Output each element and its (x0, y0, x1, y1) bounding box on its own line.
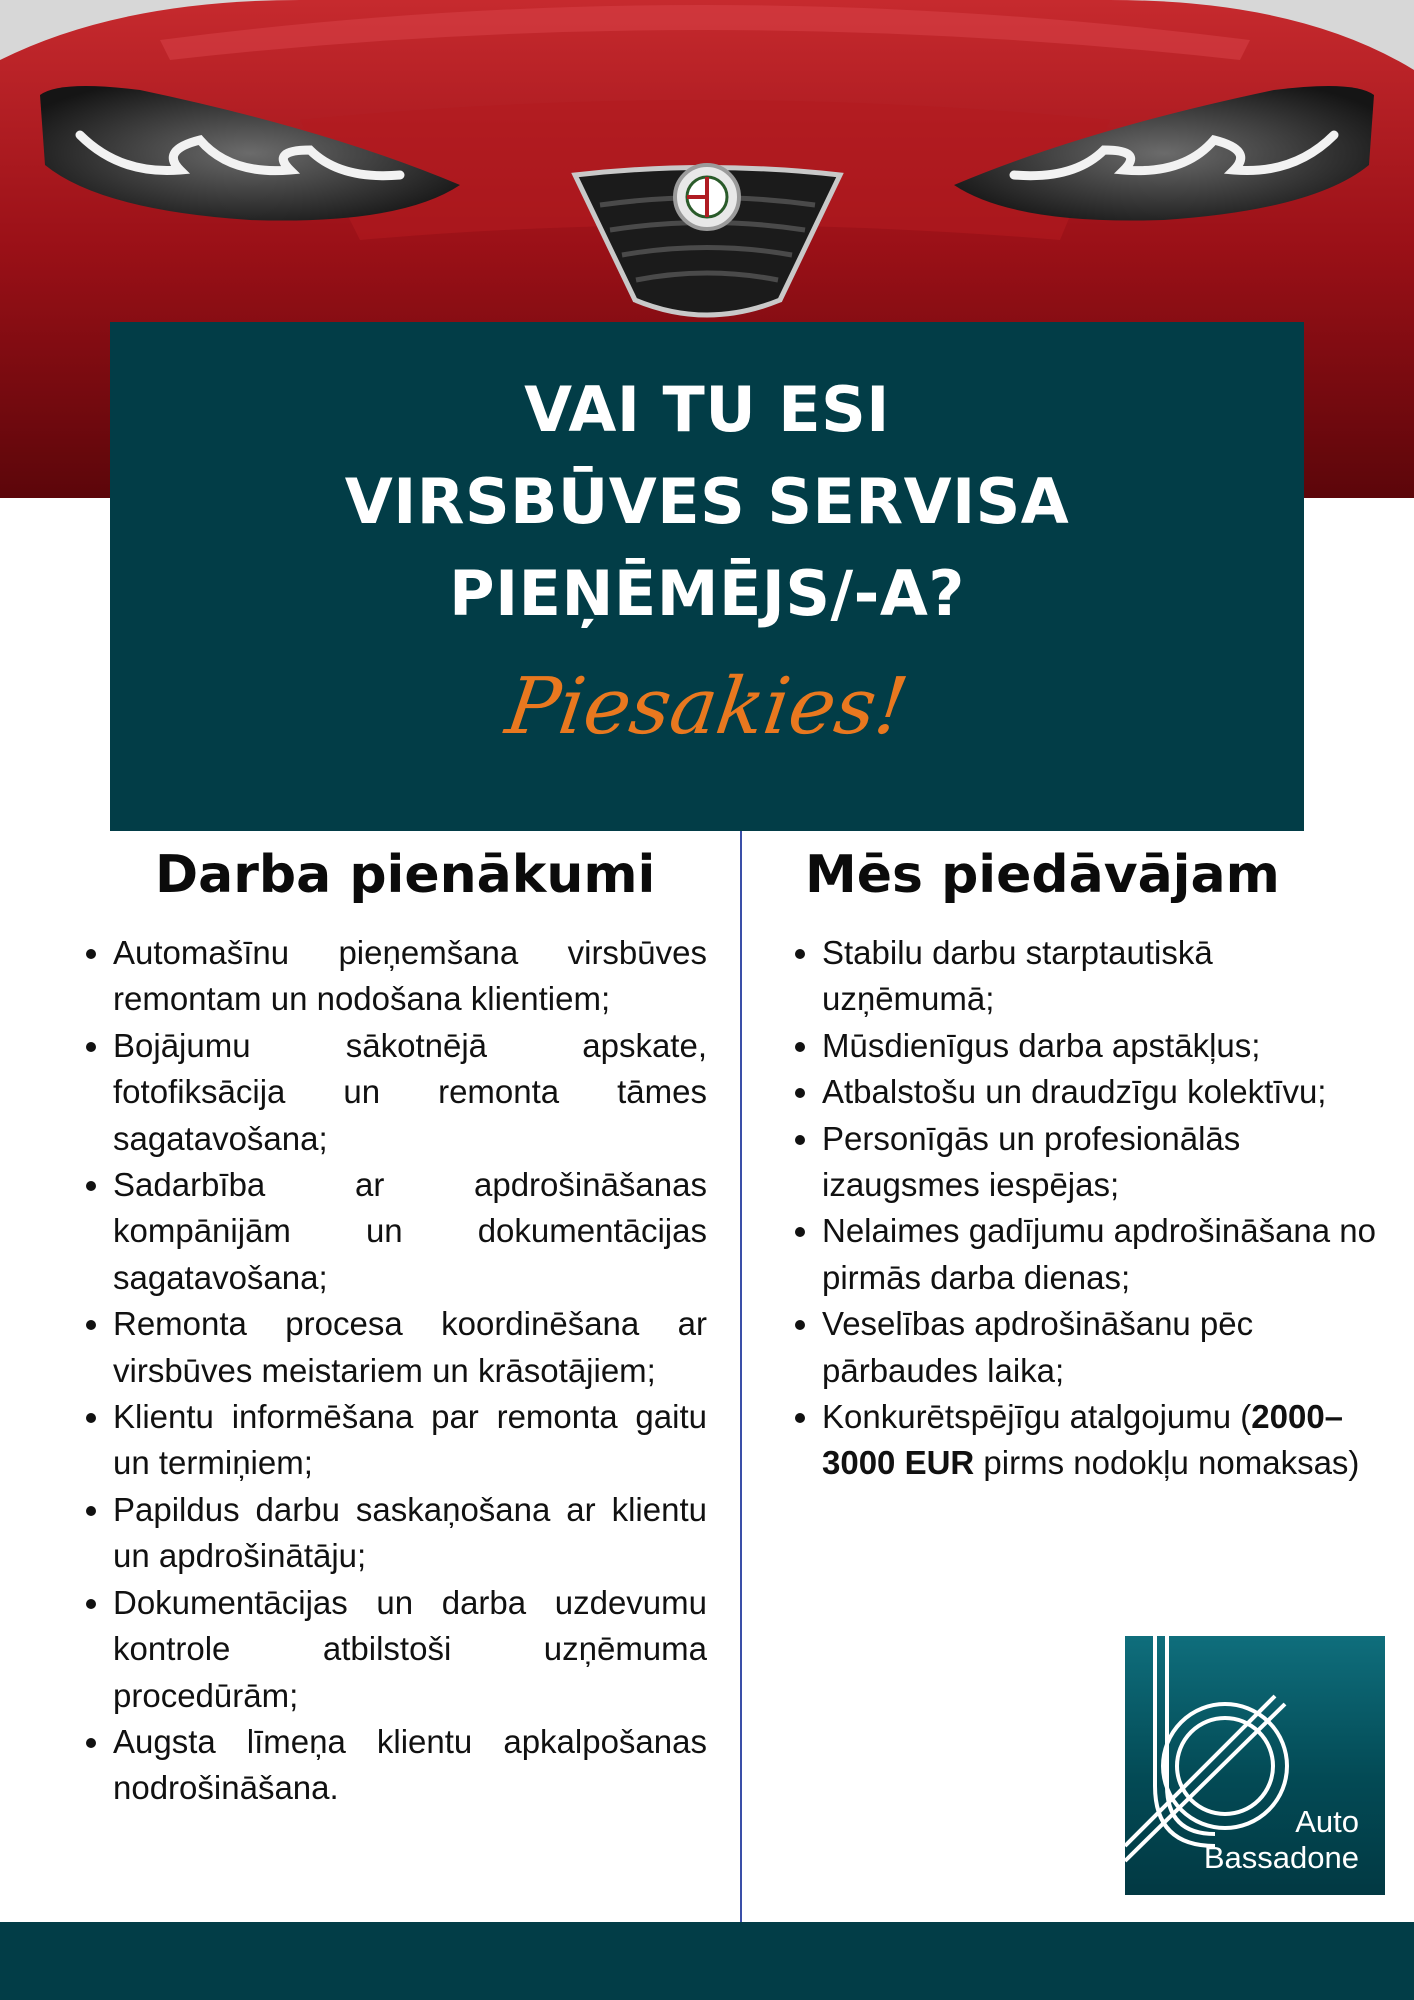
list-item: • Dokumentācijas un darba uzdevumu kontrole atbilstoši uzņēmuma procedūrām; (113, 1580, 707, 1719)
logo-line-2: Bassadone (1203, 1840, 1359, 1875)
title-line-3: PIEŅĒMĒJS/-A? (449, 557, 965, 630)
list-item: • Atbalstošu un draudzīgu kolektīvu; (822, 1069, 1376, 1115)
salary-suffix: pirms nodokļu nomaksas) (974, 1444, 1360, 1482)
list-item: • Bojājumu sākotnējā apskate, fotofiksācija un remonta tāmes sagatavošana; (113, 1023, 707, 1162)
footer-bar (0, 1922, 1414, 2000)
salary-amount: 2000–3000 EUR (822, 1398, 1344, 1482)
list-item: • Nelaimes gadījumu apdrošināšana no pirmās darba dienas; (822, 1208, 1376, 1301)
title-banner (110, 322, 1304, 831)
list-item: • Automašīnu pieņemšana virsbūves remontam un nodošana klientiem; (113, 930, 707, 1023)
duties-list (77, 930, 707, 1812)
list-item: • Klientu informēšana par remonta gaitu un termiņiem; (113, 1394, 707, 1487)
salary-prefix: Konkurētspējīgu atalgojumu ( (822, 1398, 1252, 1436)
job-title (110, 364, 1304, 640)
list-item: • Mūsdienīgus darba apstākļus; (822, 1023, 1376, 1069)
apply-call-to-action: Piesakies! (500, 662, 914, 752)
salary-item (822, 1394, 1376, 1487)
brand-badge-icon (675, 165, 739, 229)
title-line-1: VAI TU ESI (524, 373, 890, 446)
title-line-2: VIRSBŪVES SERVISA (344, 465, 1070, 538)
list-item: • Remonta procesa koordinēšana ar virsbūves meistariem un krāsotājiem; (113, 1301, 707, 1394)
list-item: • Veselības apdrošināšanu pēc pārbaudes laika; (822, 1301, 1376, 1394)
list-item: • Stabilu darbu starptautiskā uzņēmumā; (822, 930, 1376, 1023)
offer-heading: Mēs piedāvājam (805, 845, 1280, 905)
offer-list (786, 930, 1376, 1487)
company-logo (1125, 1636, 1385, 1895)
logo-wordmark (1204, 1804, 1359, 1876)
list-item: • Papildus darbu saskaņošana ar klientu un apdrošinātāju; (113, 1487, 707, 1580)
logo-line-1: Auto (1295, 1804, 1359, 1839)
list-item: • Augsta līmeņa klientu apkalpošanas nodrošināšana. (113, 1719, 707, 1812)
list-item: • Personīgās un profesionālās izaugsmes iespējas; (822, 1116, 1376, 1209)
list-item: • Sadarbība ar apdrošināšanas kompānijām un dokumentācijas sagatavošana; (113, 1162, 707, 1301)
duties-heading: Darba pienākumi (155, 845, 656, 905)
column-divider (740, 831, 742, 1923)
